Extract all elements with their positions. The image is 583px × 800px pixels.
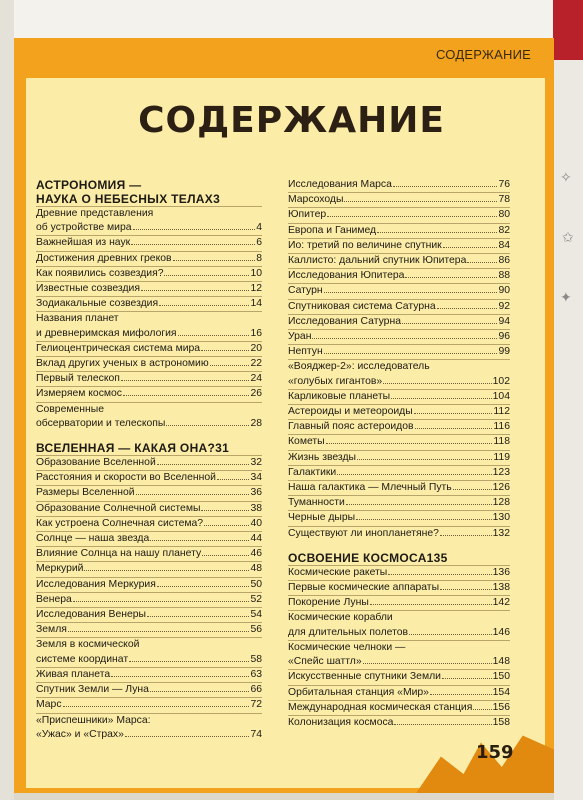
- toc-entry[interactable]: [36, 221, 262, 235]
- toc-page-number: 123: [492, 466, 510, 478]
- toc-entry[interactable]: [36, 235, 262, 250]
- toc-page-number: 158: [492, 716, 510, 728]
- toc-page-number: 154: [492, 686, 510, 698]
- dot-leader: [173, 260, 256, 261]
- dot-leader: [150, 540, 249, 541]
- toc-entry-title: [288, 359, 510, 374]
- toc-entry-text: Кометы: [288, 436, 325, 448]
- dot-leader: [123, 395, 249, 396]
- toc-page-number: 50: [250, 578, 262, 590]
- dot-leader: [129, 661, 249, 662]
- dot-leader: [453, 489, 492, 490]
- toc-entry-title: [36, 402, 262, 417]
- dot-leader: [125, 736, 250, 737]
- toc-page-number: 130: [492, 512, 510, 524]
- toc-entry-title: [36, 637, 262, 652]
- toc-entry-title: [288, 610, 510, 625]
- toc-entry[interactable]: [288, 283, 510, 298]
- dot-leader: [201, 510, 249, 511]
- toc-entry-title: [36, 206, 262, 221]
- toc-page-number: 3: [213, 192, 221, 206]
- toc-entry-text: Спутник Земли — Луна: [36, 684, 149, 696]
- toc-entry-text: Черные дыры: [288, 512, 356, 524]
- toc-entry-text: Известные созвездия: [36, 283, 140, 295]
- dot-leader: [415, 428, 493, 429]
- toc-entry-text: Исследования Меркурия: [36, 578, 156, 590]
- toc-page-number: 116: [493, 421, 510, 433]
- toc-entry-text: Искусственные спутники Земли: [288, 671, 441, 683]
- dot-leader: [141, 290, 249, 291]
- toc-entry-text: НАУКА О НЕБЕСНЫХ ТЕЛАХ: [36, 192, 214, 206]
- toc-entry-text: Измеряем космос: [36, 388, 123, 400]
- toc-entry[interactable]: [288, 223, 510, 238]
- dot-leader: [133, 229, 256, 230]
- toc-entry-text: Первые космические аппараты: [288, 582, 440, 594]
- toc-page-number: 78: [498, 194, 510, 206]
- dot-leader: [324, 292, 498, 293]
- toc-page-number: 80: [498, 209, 510, 221]
- toc-page-number: 26: [250, 388, 262, 400]
- dot-leader: [370, 604, 492, 605]
- star-doodle-icon: ✩: [562, 230, 574, 246]
- dot-leader: [402, 323, 497, 324]
- toc-entry-text: Наша галактика — Млечный Путь: [288, 482, 452, 494]
- toc-page-number: 112: [493, 406, 510, 418]
- dot-leader: [63, 706, 250, 707]
- toc-page-number: 119: [493, 451, 510, 463]
- toc-page-number: 76: [498, 179, 510, 190]
- toc-entry-text: Покорение Луны: [288, 597, 369, 609]
- toc-entry[interactable]: [36, 577, 262, 592]
- toc-entry[interactable]: [36, 251, 262, 266]
- toc-page-number: 8: [256, 252, 262, 264]
- toc-page-number: 16: [250, 327, 262, 339]
- dot-leader: [405, 277, 497, 278]
- dot-leader: [409, 634, 492, 635]
- toc-entry-text: Земля в космической: [36, 639, 140, 651]
- toc-entry-title: [288, 640, 510, 655]
- toc-column-left: [36, 178, 262, 742]
- dot-leader: [442, 678, 492, 679]
- toc-entry[interactable]: [288, 480, 510, 495]
- toc-entry-text: Зодиакальные созвездия: [36, 298, 159, 310]
- toc-entry[interactable]: [36, 341, 262, 356]
- toc-entry[interactable]: [36, 531, 262, 546]
- toc-entry-text: «Ужас» и «Страх»: [36, 728, 124, 740]
- toc-page-number: 82: [498, 224, 510, 236]
- toc-entry-text: Исследования Юпитера: [288, 270, 405, 282]
- section-label: СОДЕРЖАНИЕ: [435, 47, 531, 62]
- toc-entry-text: «Спейс шаттл»: [288, 656, 362, 668]
- toc-entry-text: Орбитальная станция «Мир»: [288, 686, 429, 698]
- toc-entry-text: Земля: [36, 624, 67, 636]
- toc-page-number: 132: [492, 527, 510, 539]
- toc-page-number: 56: [250, 624, 262, 636]
- dot-leader: [178, 335, 250, 336]
- toc-page-number: 86: [498, 255, 510, 267]
- dot-leader: [204, 525, 249, 526]
- dot-leader: [312, 338, 497, 339]
- toc-page-number: 22: [250, 358, 262, 370]
- toc-entry[interactable]: [36, 728, 262, 742]
- toc-page-number: 31: [215, 441, 230, 456]
- toc-entry-text: Исследования Марса: [288, 179, 392, 190]
- toc-section[interactable]: [288, 551, 510, 565]
- dot-leader: [414, 413, 493, 414]
- toc-entry[interactable]: [36, 281, 262, 296]
- toc-entry-text: Влияние Солнца на нашу планету: [36, 548, 202, 560]
- toc-entry[interactable]: [36, 327, 262, 341]
- dot-leader: [394, 724, 491, 725]
- dot-leader: [440, 535, 492, 536]
- toc-page-number: 128: [492, 497, 510, 509]
- dot-leader: [383, 383, 491, 384]
- toc-entry[interactable]: [288, 344, 510, 359]
- toc-page-number: 32: [250, 457, 262, 469]
- toc-entry-text: Расстояния и скорости во Вселенной: [36, 472, 216, 484]
- dot-leader: [217, 479, 250, 480]
- dot-leader: [73, 601, 250, 602]
- toc-page-number: 28: [250, 417, 262, 429]
- toc-entry-text: Юпитер: [288, 209, 327, 221]
- dot-leader: [337, 474, 491, 475]
- toc-entry-text: ОСВОЕНИЕ КОСМОСА: [288, 550, 427, 565]
- toc-page-number: 6: [256, 237, 262, 249]
- toc-page-number: 150: [492, 671, 510, 683]
- dot-leader: [201, 350, 249, 351]
- toc-page-number: 34: [250, 472, 262, 484]
- toc-page-number: 138: [492, 582, 510, 594]
- dot-leader: [440, 589, 492, 590]
- toc-page-number: 126: [492, 482, 510, 494]
- dot-leader: [363, 663, 492, 664]
- toc-entry[interactable]: [288, 595, 510, 610]
- toc-entry-text: Космические корабли: [288, 612, 393, 624]
- toc-page-number: 66: [250, 684, 262, 696]
- dot-leader: [344, 201, 497, 202]
- toc-page-number: 63: [250, 668, 262, 680]
- toc-page-number: 146: [492, 626, 510, 638]
- toc-entry-text: Каллисто: дальний спутник Юпитера: [288, 255, 467, 267]
- toc-page-number: 118: [493, 436, 510, 448]
- toc-entry-text: Сатурн: [288, 285, 323, 297]
- dot-leader: [150, 691, 250, 692]
- dot-leader: [388, 574, 491, 575]
- toc-page-number: 38: [250, 502, 262, 514]
- toc-entry[interactable]: [288, 565, 510, 580]
- dot-leader: [68, 631, 250, 632]
- toc-page-number: 135: [426, 550, 448, 565]
- toc-entry[interactable]: [288, 238, 510, 253]
- toc-entry[interactable]: [36, 386, 262, 401]
- page-bottom-shadow: [14, 793, 554, 800]
- toc-entry-text: Марсоходы: [288, 194, 344, 206]
- toc-entry-text: Солнце — наша звезда: [36, 533, 150, 545]
- toc-entry[interactable]: [288, 434, 510, 449]
- toc-page-number: 24: [250, 373, 262, 385]
- dot-leader: [357, 459, 492, 460]
- toc-entry-text: Современные: [36, 403, 105, 415]
- toc-page-number: 48: [250, 563, 262, 575]
- toc-entry-text: Исследования Венеры: [36, 609, 147, 621]
- toc-entry[interactable]: [36, 455, 262, 470]
- toc-column-right: [288, 178, 510, 730]
- toc-page-number: 84: [498, 239, 510, 251]
- toc-page-number: 10: [250, 267, 262, 279]
- toc-entry-text: Марс: [36, 699, 62, 711]
- toc-entry[interactable]: [288, 329, 510, 344]
- dot-leader: [346, 504, 492, 505]
- toc-entry-text: Туманности: [288, 497, 345, 509]
- toc-page-number: 14: [250, 298, 262, 310]
- toc-entry-title: [36, 713, 262, 728]
- toc-entry[interactable]: [288, 510, 510, 525]
- toc-entry-text: Достижения древних греков: [36, 252, 172, 264]
- toc-entry[interactable]: [288, 268, 510, 283]
- toc-entry[interactable]: [36, 371, 262, 386]
- dot-leader: [473, 709, 491, 710]
- toc-page-number: 94: [498, 315, 510, 327]
- toc-page-number: 92: [498, 300, 510, 312]
- toc-entry-title: [36, 311, 262, 326]
- adjacent-page-red-corner: [553, 0, 583, 60]
- toc-page-number: 99: [498, 346, 510, 358]
- toc-entry[interactable]: [288, 685, 510, 700]
- toc-entry[interactable]: [36, 546, 262, 561]
- toc-entry-text: Главный пояс астероидов: [288, 421, 414, 433]
- dot-leader: [121, 380, 250, 381]
- toc-entry-text: об устройстве мира: [36, 222, 132, 234]
- toc-entry-text: Космические челноки —: [288, 641, 406, 653]
- toc-section[interactable]: [36, 441, 262, 455]
- toc-entry-text: «голубых гигантов»: [288, 375, 383, 387]
- dot-leader: [166, 425, 249, 426]
- dot-leader: [391, 398, 492, 399]
- toc-entry[interactable]: [288, 389, 510, 404]
- dot-leader: [437, 308, 498, 309]
- toc-entry-text: Колонизация космоса: [288, 716, 394, 728]
- toc-entry[interactable]: [36, 501, 262, 516]
- toc-entry[interactable]: [288, 404, 510, 419]
- toc-entry[interactable]: [288, 580, 510, 595]
- toc-page-number: 102: [492, 375, 510, 387]
- toc-section[interactable]: [36, 192, 262, 206]
- section-gap: [36, 431, 262, 441]
- toc-entry-text: Образование Солнечной системы: [36, 502, 201, 514]
- toc-entry[interactable]: [36, 622, 262, 637]
- dot-leader: [136, 494, 250, 495]
- toc-entry-text: Размеры Вселенной: [36, 487, 135, 499]
- toc-entry-text: обсерватории и телескопы: [36, 417, 166, 429]
- toc-entry[interactable]: [288, 700, 510, 715]
- toc-entry-text: Европа и Ганимед: [288, 224, 377, 236]
- star-doodle-icon: ✦: [560, 290, 572, 306]
- toc-entry-text: ВСЕЛЕННАЯ — КАКАЯ ОНА?: [36, 441, 216, 456]
- page-number: 159: [476, 742, 514, 763]
- toc-entry[interactable]: [288, 178, 510, 192]
- toc-entry[interactable]: [288, 655, 510, 669]
- dot-leader: [147, 616, 249, 617]
- toc-page-number: 40: [250, 517, 262, 529]
- page-title: СОДЕРЖАНИЕ: [138, 100, 445, 141]
- dot-leader: [443, 247, 498, 248]
- toc-entry-text: Как появились созвездия?: [36, 267, 164, 279]
- toc-entry-text: Исследования Сатурна: [288, 315, 401, 327]
- toc-page-number: 148: [492, 656, 510, 668]
- toc-entry[interactable]: [288, 314, 510, 329]
- toc-entry[interactable]: [288, 253, 510, 268]
- toc-entry[interactable]: [288, 626, 510, 640]
- toc-entry[interactable]: [36, 653, 262, 667]
- toc-entry[interactable]: [288, 419, 510, 434]
- toc-entry[interactable]: [288, 192, 510, 207]
- toc-section-title: [36, 178, 262, 192]
- toc-page-number: 96: [498, 331, 510, 343]
- toc-page-number: 90: [498, 285, 510, 297]
- toc-page-number: 136: [492, 566, 510, 578]
- dot-leader: [157, 586, 250, 587]
- toc-entry[interactable]: [36, 682, 262, 697]
- toc-entry[interactable]: [288, 465, 510, 480]
- toc-page-number: 44: [250, 533, 262, 545]
- toc-entry-text: Живая планета: [36, 668, 111, 680]
- toc-entry[interactable]: [288, 526, 510, 541]
- dot-leader: [430, 694, 492, 695]
- toc-entry-text: Ио: третий по величине спутник: [288, 239, 442, 251]
- star-doodle-icon: ✧: [560, 170, 572, 186]
- dot-leader: [131, 244, 255, 245]
- toc-entry[interactable]: [36, 561, 262, 576]
- dot-leader: [324, 353, 498, 354]
- toc-entry-text: Важнейшая из наук: [36, 237, 131, 249]
- toc-entry[interactable]: [288, 495, 510, 510]
- toc-entry[interactable]: [36, 516, 262, 531]
- toc-entry-text: Международная космическая станция: [288, 701, 473, 713]
- dot-leader: [111, 676, 249, 677]
- toc-entry[interactable]: [288, 669, 510, 684]
- toc-entry[interactable]: [36, 485, 262, 500]
- toc-entry-text: «Вояджер-2»: исследователь: [288, 361, 430, 373]
- toc-entry-text: Существуют ли инопланетяне?: [288, 527, 439, 539]
- toc-entry-text: Гелиоцентрическая система мира: [36, 342, 201, 354]
- toc-page-number: 54: [250, 609, 262, 621]
- toc-entry-text: АСТРОНОМИЯ —: [36, 178, 142, 192]
- toc-page-number: 88: [498, 270, 510, 282]
- toc-entry[interactable]: [36, 607, 262, 622]
- toc-entry-text: Как устроена Солнечная система?: [36, 517, 204, 529]
- toc-entry-text: Космические ракеты: [288, 566, 388, 578]
- toc-entry-text: Названия планет: [36, 313, 119, 325]
- toc-entry-text: Галактики: [288, 466, 337, 478]
- toc-entry[interactable]: [36, 266, 262, 281]
- toc-entry[interactable]: [288, 375, 510, 389]
- toc-entry-text: Меркурий: [36, 563, 84, 575]
- toc-entry-text: и древнеримская мифология: [36, 327, 177, 339]
- toc-page-number: 46: [250, 548, 262, 560]
- toc-page-number: 104: [492, 390, 510, 402]
- toc-entry[interactable]: [288, 715, 510, 730]
- toc-page-number: 4: [256, 222, 262, 234]
- toc-page-number: 58: [250, 653, 262, 665]
- toc-entry-text: для длительных полетов: [288, 626, 409, 638]
- dot-leader: [159, 305, 249, 306]
- toc-entry[interactable]: [36, 667, 262, 682]
- toc-entry-text: Спутниковая система Сатурна: [288, 300, 436, 312]
- dot-leader: [356, 519, 492, 520]
- toc-entry-text: Уран: [288, 331, 312, 343]
- toc-entry-text: Первый телескоп: [36, 373, 120, 385]
- toc-entry-text: Образование Вселенной: [36, 457, 156, 469]
- dot-leader: [157, 464, 250, 465]
- dot-leader: [393, 186, 498, 187]
- toc-page-number: 12: [250, 283, 262, 295]
- toc-entry[interactable]: [288, 207, 510, 222]
- toc-entry[interactable]: [36, 296, 262, 311]
- toc-entry[interactable]: [36, 470, 262, 485]
- toc-entry[interactable]: [288, 299, 510, 314]
- dot-leader: [202, 555, 249, 556]
- dot-leader: [326, 443, 493, 444]
- dot-leader: [377, 232, 497, 233]
- toc-entry-text: Жизнь звезды: [288, 451, 356, 463]
- toc-entry[interactable]: [36, 417, 262, 431]
- toc-entry-text: Венера: [36, 593, 72, 605]
- toc-entry-text: «Приспешники» Марса:: [36, 714, 151, 726]
- toc-entry-text: Древние представления: [36, 208, 154, 219]
- toc-entry-text: Астероиды и метеороиды: [288, 406, 413, 418]
- toc-entry-text: Нептун: [288, 346, 323, 358]
- dot-leader: [327, 216, 497, 217]
- toc-entry-text: системе координат: [36, 653, 129, 665]
- toc-entry-text: Карликовые планеты: [288, 390, 391, 402]
- toc-page-number: 52: [250, 593, 262, 605]
- toc-page-number: 156: [492, 701, 510, 713]
- section-gap: [288, 541, 510, 551]
- toc-page-number: 20: [250, 342, 262, 354]
- toc-entry[interactable]: [288, 450, 510, 465]
- toc-page-number: 74: [250, 728, 262, 740]
- toc-page-number: 36: [250, 487, 262, 499]
- dot-leader: [84, 570, 249, 571]
- toc-page-number: 142: [492, 597, 510, 609]
- toc-entry[interactable]: [36, 697, 262, 712]
- toc-entry[interactable]: [36, 592, 262, 607]
- toc-page-number: 72: [250, 699, 262, 711]
- dot-leader: [164, 275, 249, 276]
- dot-leader: [467, 262, 497, 263]
- toc-entry-text: Вклад других ученых в астрономию: [36, 358, 209, 370]
- dot-leader: [210, 365, 250, 366]
- toc-entry[interactable]: [36, 356, 262, 371]
